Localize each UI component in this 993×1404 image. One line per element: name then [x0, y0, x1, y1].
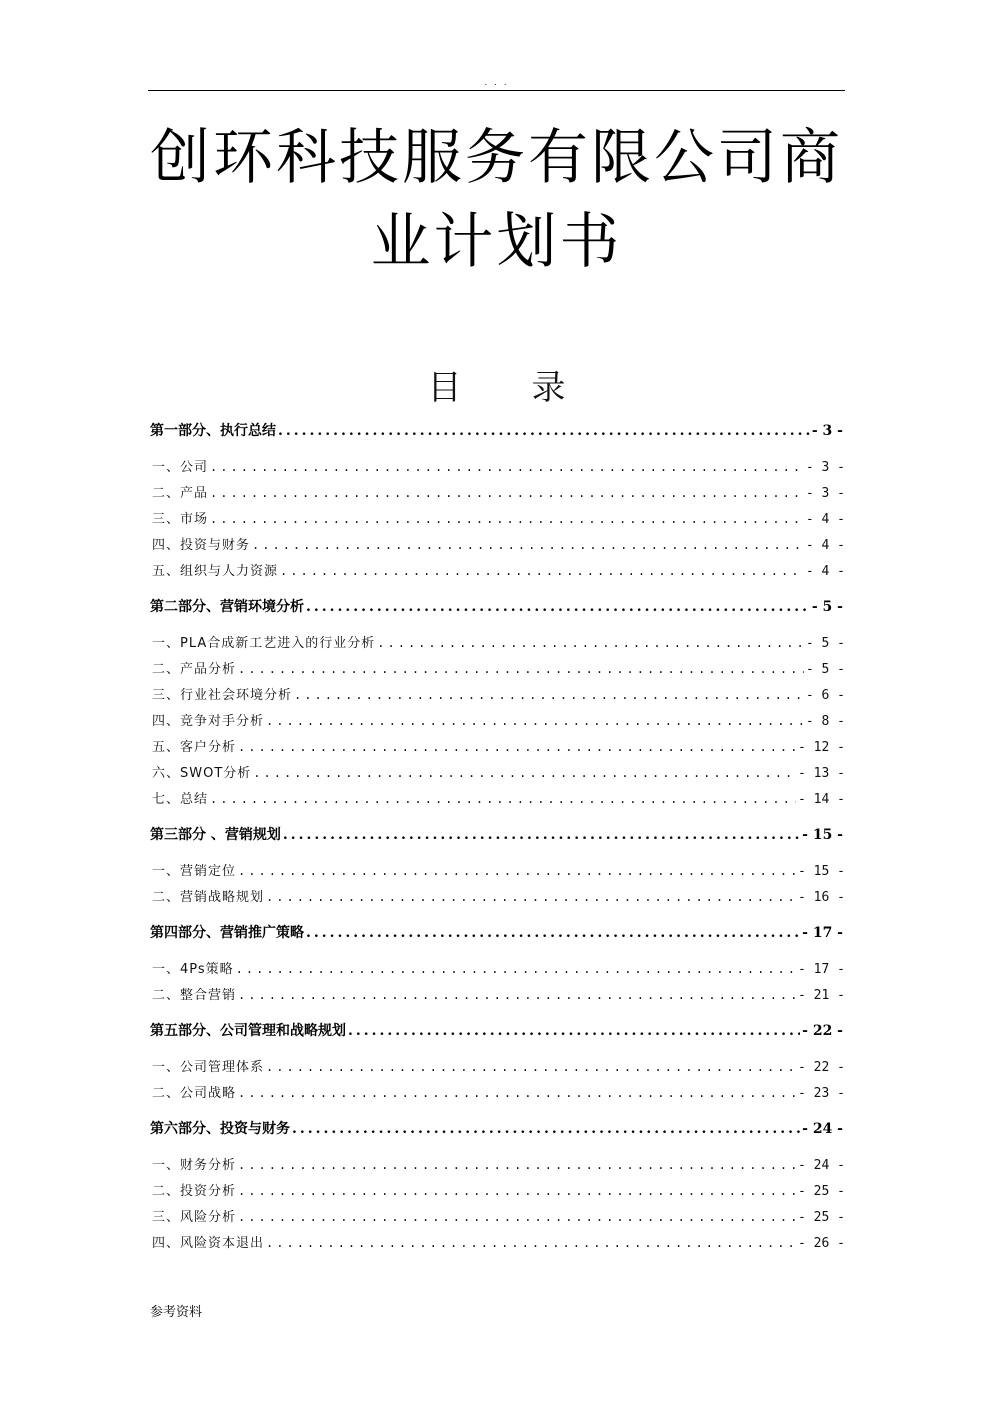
toc-dot-leader [210, 512, 804, 526]
toc-part-entry[interactable] [150, 596, 843, 618]
toc-entry-label: 四、竞争对手分析 [152, 714, 265, 729]
toc-entry-label: 四、投资与财务 [152, 538, 251, 553]
toc-entry-label: 五、组织与人力资源 [152, 564, 279, 579]
toc-page-number: - 15 - [798, 864, 845, 879]
toc-section-entry[interactable] [150, 860, 845, 882]
toc-dot-leader [238, 1086, 796, 1100]
toc-dot-leader [238, 662, 804, 676]
toc-dot-leader [253, 766, 796, 780]
toc-page-number: - 24 - [798, 1158, 845, 1173]
toc-dot-leader [210, 460, 804, 474]
toc-part-entry[interactable] [150, 922, 843, 944]
toc-entry-label: 一、财务分析 [152, 1158, 237, 1173]
toc-entry-label: 四、风险资本退出 [152, 1236, 265, 1251]
toc-section-entry[interactable] [150, 736, 845, 758]
toc-entry-label: 三、行业社会环境分析 [152, 688, 293, 703]
toc-page-number: - 25 - [798, 1184, 845, 1199]
toc-entry-label: 一、公司 [152, 460, 209, 475]
toc-entry-label: 第一部分、执行总结 [150, 423, 276, 439]
toc-dot-leader [306, 599, 810, 615]
toc-entry-label: 一、营销定位 [152, 864, 237, 879]
toc-section-entry[interactable] [150, 456, 845, 478]
toc-page-number: - 23 - [798, 1086, 845, 1101]
toc-entry-label: 三、风险分析 [152, 1210, 237, 1225]
toc-entry-label: 第五部分、公司管理和战略规划 [150, 1023, 346, 1039]
footer-text: 参考资料 [150, 1305, 203, 1320]
toc-dot-leader [266, 1236, 796, 1250]
toc-dot-leader [377, 636, 804, 650]
toc-page-number: - 24 - [802, 1121, 843, 1137]
document-title [148, 116, 845, 284]
toc-dot-leader [238, 864, 796, 878]
toc-page-number: - 22 - [798, 1060, 845, 1075]
title-line-2: 业计划书 [370, 207, 623, 277]
title-line-1: 创环科技服务有限公司商 [150, 123, 843, 193]
toc-section-entry[interactable] [150, 710, 845, 732]
toc-dot-leader [283, 827, 800, 843]
toc-page-number: - 17 - [798, 962, 845, 977]
toc-dot-leader [306, 925, 800, 941]
header-divider [148, 90, 845, 91]
toc-page-number: - 3 - [811, 423, 843, 439]
toc-entry-label: 五、客户分析 [152, 740, 237, 755]
toc-section-entry[interactable] [150, 508, 845, 530]
toc-page-number: - 8 - [805, 714, 845, 729]
toc-page-number: - 4 - [805, 512, 845, 527]
toc-page-number: - 17 - [802, 925, 843, 941]
toc-heading: 目录 [427, 368, 636, 408]
toc-entry-label: 一、公司管理体系 [152, 1060, 265, 1075]
header-marks: . . . [484, 78, 509, 88]
toc-dot-leader [266, 714, 804, 728]
toc-dot-leader [280, 564, 804, 578]
toc-section-entry[interactable] [150, 1206, 845, 1228]
toc-part-entry[interactable] [150, 824, 843, 846]
toc-entry-label: 二、整合营销 [152, 988, 237, 1003]
toc-section-entry[interactable] [150, 482, 845, 504]
toc-page-number: - 12 - [798, 740, 845, 755]
toc-section-entry[interactable] [150, 1154, 845, 1176]
toc-entry-label: 二、投资分析 [152, 1184, 237, 1199]
toc-dot-leader [238, 1158, 796, 1172]
toc-section-entry[interactable] [150, 1232, 845, 1254]
toc-part-entry[interactable] [150, 420, 843, 442]
toc-entry-label: 二、产品 [152, 486, 209, 501]
toc-page-number: - 21 - [798, 988, 845, 1003]
toc-section-entry[interactable] [150, 632, 845, 654]
toc-section-entry[interactable] [150, 560, 845, 582]
toc-page-number: - 14 - [798, 792, 845, 807]
toc-page-number: - 26 - [798, 1236, 845, 1251]
toc-section-entry[interactable] [150, 762, 845, 784]
toc-dot-leader [238, 740, 796, 754]
toc-section-entry[interactable] [150, 886, 845, 908]
toc-section-entry[interactable] [150, 534, 845, 556]
toc-dot-leader [210, 486, 804, 500]
toc-page-number: - 13 - [798, 766, 845, 781]
toc-entry-label: 二、产品分析 [152, 662, 237, 677]
toc-dot-leader [238, 1184, 796, 1198]
toc-dot-leader [278, 423, 810, 439]
toc-dot-leader [238, 1210, 796, 1224]
toc-section-entry[interactable] [150, 984, 845, 1006]
toc-page-number: - 5 - [811, 599, 843, 615]
toc-dot-leader [236, 962, 796, 976]
toc-section-entry[interactable] [150, 658, 845, 680]
toc-page-number: - 25 - [798, 1210, 845, 1225]
toc-page-number: - 16 - [798, 890, 845, 905]
toc-dot-leader [292, 1121, 800, 1137]
toc-dot-leader [210, 792, 796, 806]
toc-dot-leader [252, 538, 804, 552]
toc-dot-leader [348, 1023, 800, 1039]
toc-dot-leader [266, 1060, 796, 1074]
toc-page-number: - 5 - [805, 662, 845, 677]
toc-part-entry[interactable] [150, 1020, 843, 1042]
toc-dot-leader [294, 688, 804, 702]
toc-entry-label: 三、市场 [152, 512, 209, 527]
toc-dot-leader [238, 988, 796, 1002]
toc-section-entry[interactable] [150, 1056, 845, 1078]
toc-page-number: - 4 - [805, 538, 845, 553]
toc-part-entry[interactable] [150, 1118, 843, 1140]
toc-page-number: - 5 - [805, 636, 845, 651]
toc-page-number: - 6 - [805, 688, 845, 703]
toc-entry-label: 二、公司战略 [152, 1086, 237, 1101]
toc-entry-label: 第三部分 、营销规划 [150, 827, 281, 843]
toc-dot-leader [266, 890, 796, 904]
toc-entry-label: 一、PLA合成新工艺进入的行业分析 [152, 636, 376, 651]
toc-entry-label: 第二部分、营销环境分析 [150, 599, 304, 615]
toc-entry-label: 一、4Ps策略 [152, 962, 234, 977]
toc-entry-label: 六、SWOT分析 [152, 766, 252, 781]
toc-section-entry[interactable] [150, 684, 845, 706]
toc-entry-label: 第六部分、投资与财务 [150, 1121, 290, 1137]
toc-section-entry[interactable] [150, 788, 845, 810]
toc-page-number: - 22 - [802, 1023, 843, 1039]
toc-section-entry[interactable] [150, 1082, 845, 1104]
toc-page-number: - 15 - [802, 827, 843, 843]
toc-section-entry[interactable] [150, 958, 845, 980]
toc-page-number: - 3 - [805, 460, 845, 475]
toc-entry-label: 七、总结 [152, 792, 209, 807]
toc-page-number: - 4 - [805, 564, 845, 579]
toc-entry-label: 第四部分、营销推广策略 [150, 925, 304, 941]
toc-page-number: - 3 - [805, 486, 845, 501]
toc-section-entry[interactable] [150, 1180, 845, 1202]
toc-entry-label: 二、营销战略规划 [152, 890, 265, 905]
